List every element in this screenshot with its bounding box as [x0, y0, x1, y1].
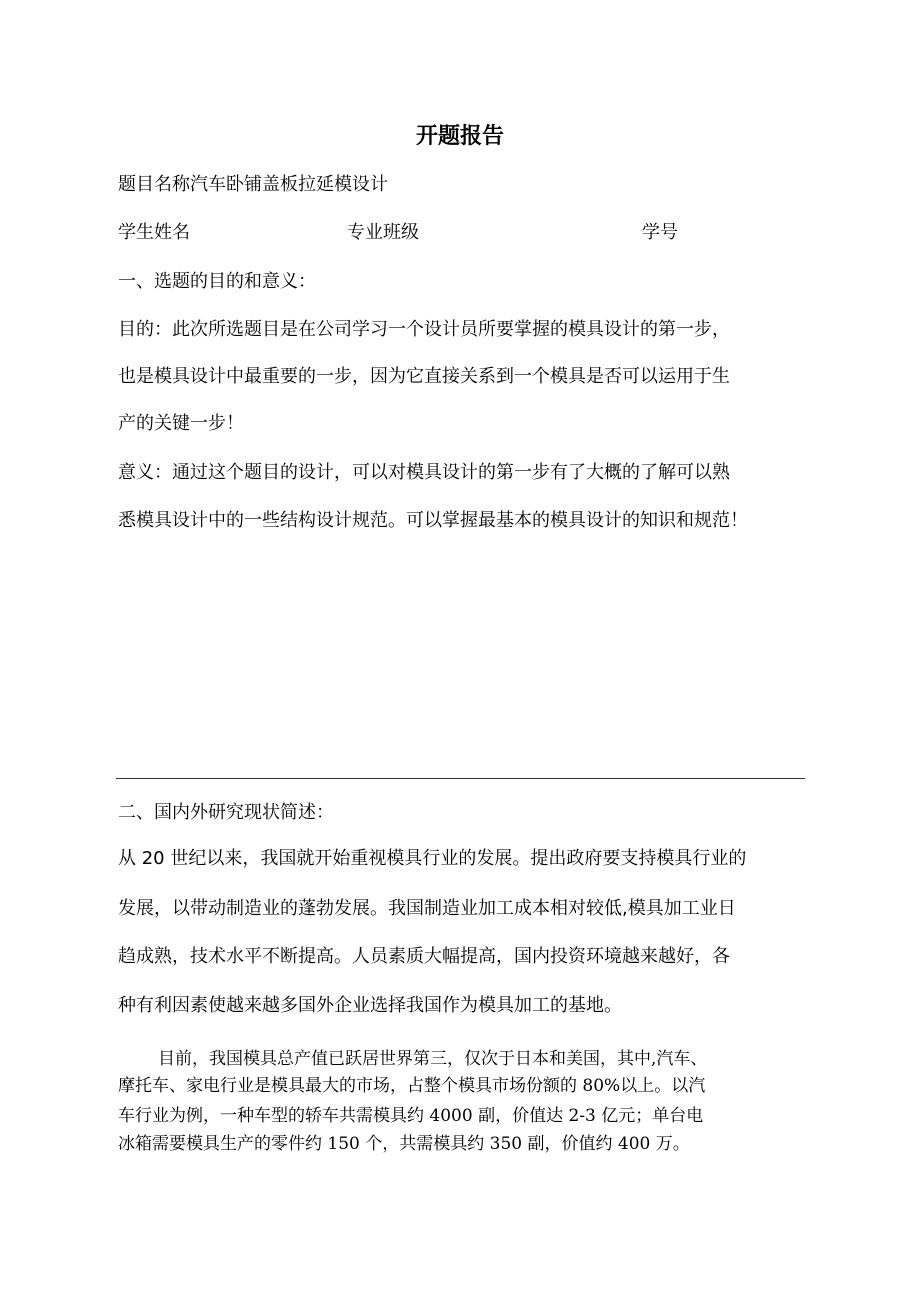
meaning-line: 悉模具设计中的一些结构设计规范。可以掌握最基本的模具设计的知识和规范！	[118, 510, 748, 531]
topic-line: 题目名称汽车卧铺盖板拉延模设计	[118, 174, 388, 195]
student-name-label: 学生姓名	[118, 222, 190, 243]
research-para1-line: 发展，以带动制造业的蓬勃发展。我国制造业加工成本相对较低,模具加工业日	[118, 898, 736, 919]
research-para1-line: 趋成熟，技术水平不断提高。人员素质大幅提高，国内投资环境越来越好，各	[118, 946, 730, 967]
research-para2-line: 车行业为例，一种车型的轿车共需模具约 4000 副，价值达 2-3 亿元；单台电	[118, 1106, 704, 1126]
meaning-line: 意义：通过这个题目的设计，可以对模具设计的第一步有了大概的了解可以熟	[118, 462, 730, 483]
student-id-label: 学号	[642, 222, 678, 243]
purpose-line: 产的关键一步！	[118, 413, 244, 434]
purpose-line: 也是模具设计中最重要的一步，因为它直接关系到一个模具是否可以运用于生	[118, 366, 730, 387]
purpose-line: 目的：此次所选题目是在公司学习一个设计员所要掌握的模具设计的第一步，	[118, 319, 730, 340]
major-class-label: 专业班级	[347, 222, 419, 243]
document-title: 开题报告	[415, 124, 504, 149]
section-divider	[116, 778, 805, 779]
research-para1-line: 从 20 世纪以来，我国就开始重视模具行业的发展。提出政府要支持模具行业的	[118, 848, 747, 869]
research-para2-line: 冰箱需要模具生产的零件约 150 个，共需模具约 350 副，价值约 400 万。	[118, 1134, 690, 1154]
section1-heading: 一、选题的目的和意义：	[118, 271, 316, 292]
research-para2-line: 目前，我国模具总产值已跃居世界第三，仅次于日本和美国，其中,汽车、	[158, 1049, 708, 1069]
section2-heading: 二、国内外研究现状简述：	[118, 802, 334, 823]
research-para1-line: 种有利因素使越来越多国外企业选择我国作为模具加工的基地。	[118, 995, 622, 1016]
research-para2-line: 摩托车、家电行业是模具最大的市场，占整个模具市场份额的 80%以上。以汽	[118, 1076, 706, 1096]
